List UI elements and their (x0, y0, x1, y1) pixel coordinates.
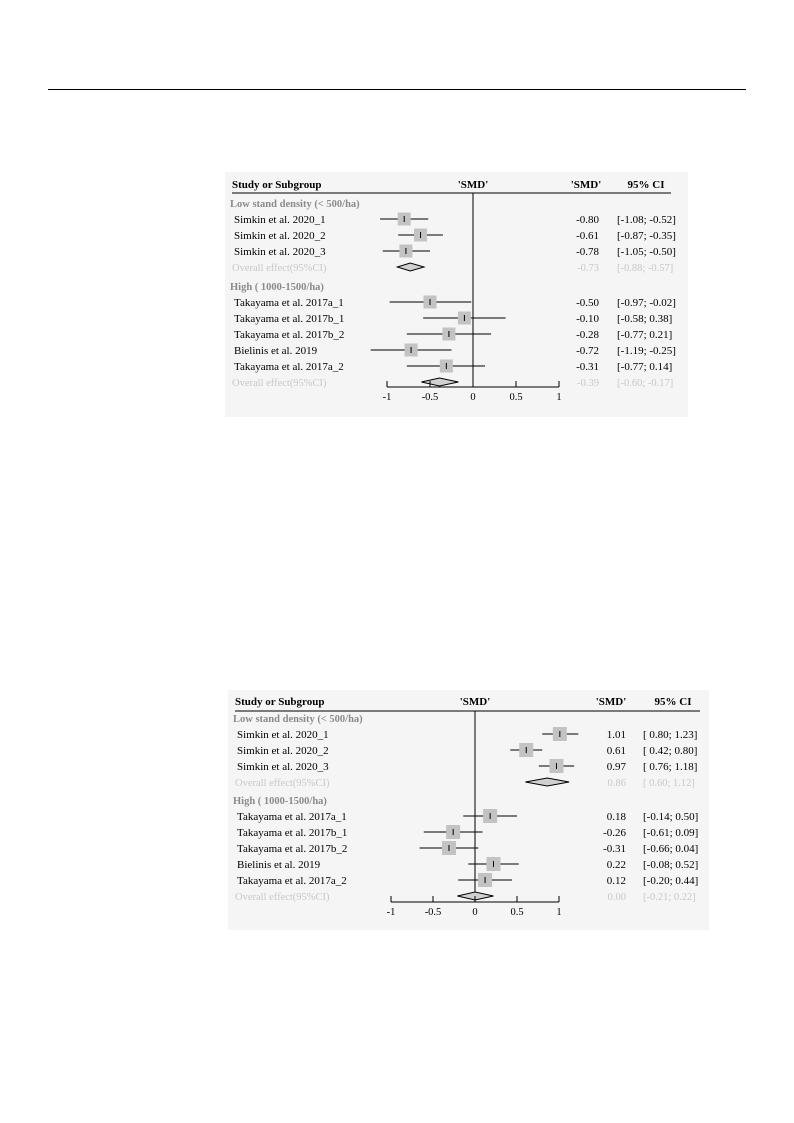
x-tick-label: 1 (556, 392, 562, 403)
header-study: Study or Subgroup (235, 696, 325, 708)
ci-value: [-0.87; -0.35] (617, 230, 676, 242)
ci-value: [-0.58; 0.38] (617, 313, 673, 325)
x-tick-label: 0 (472, 907, 478, 918)
overall-smd-value: 0.00 (607, 892, 626, 903)
ci-value: [-0.20; 0.44] (643, 875, 699, 887)
smd-value: -0.28 (576, 329, 599, 341)
smd-value: -0.72 (576, 345, 599, 357)
header-smd-plot: 'SMD' (459, 696, 491, 708)
study-name: Bielinis et al. 2019 (237, 859, 321, 871)
overall-ci-value: [-0.60; -0.17] (617, 378, 674, 389)
ci-value: [ 0.80; 1.23] (643, 729, 698, 741)
header-study: Study or Subgroup (232, 179, 322, 191)
study-name: Simkin et al. 2020_1 (234, 214, 326, 226)
forest-plot-1 (225, 172, 688, 417)
x-tick-label: 0.5 (510, 907, 524, 918)
overall-diamond (421, 378, 458, 386)
header-smd: 'SMD' (570, 179, 602, 191)
ci-value: [ 0.42; 0.80] (643, 745, 698, 757)
smd-value: -0.61 (576, 230, 599, 242)
smd-value: -0.31 (576, 361, 599, 373)
study-name: Simkin et al. 2020_2 (237, 745, 329, 757)
study-name: Takayama et al. 2017b_2 (234, 329, 345, 341)
ci-value: [-1.08; -0.52] (617, 214, 676, 226)
x-tick-label: -0.5 (421, 392, 439, 403)
study-name: Takayama et al. 2017a_2 (234, 361, 344, 373)
ci-value: [-0.97; -0.02] (617, 297, 676, 309)
study-name: Simkin et al. 2020_1 (237, 729, 329, 741)
overall-ci-value: [-0.21; 0.22] (643, 892, 696, 903)
ci-value: [-0.77; 0.14] (617, 361, 673, 373)
forest-plot-2 (228, 690, 709, 930)
study-name: Takayama et al. 2017b_1 (237, 827, 348, 839)
smd-value: -0.78 (576, 246, 599, 258)
header-ci: 95% CI (654, 696, 692, 708)
study-name: Simkin et al. 2020_2 (234, 230, 326, 242)
ci-value: [-0.14; 0.50] (643, 811, 699, 823)
study-name: Takayama et al. 2017a_1 (237, 811, 347, 823)
study-name: Bielinis et al. 2019 (234, 345, 318, 357)
smd-value: -0.10 (576, 313, 599, 325)
ci-value: [-1.05; -0.50] (617, 246, 676, 258)
study-name: Takayama et al. 2017a_1 (234, 297, 344, 309)
header-smd: 'SMD' (595, 696, 627, 708)
study-name: Takayama et al. 2017b_1 (234, 313, 345, 325)
ci-value: [ 0.76; 1.18] (643, 761, 698, 773)
x-tick-label: -0.5 (424, 907, 442, 918)
overall-ci-value: [ 0.60; 1.12] (643, 778, 695, 789)
smd-value: 0.61 (606, 745, 626, 757)
ci-value: [-0.77; 0.21] (617, 329, 673, 341)
x-tick-label: 1 (556, 907, 562, 918)
smd-value: -0.26 (603, 827, 626, 839)
ci-value: [-0.66; 0.04] (643, 843, 699, 855)
smd-value: -0.31 (603, 843, 626, 855)
overall-smd-value: 0.86 (607, 778, 626, 789)
study-name: Simkin et al. 2020_3 (237, 761, 329, 773)
page-header-rule (48, 89, 746, 90)
subgroup-label: Low stand density (< 500/ha) (233, 714, 363, 725)
ci-value: [-0.61; 0.09] (643, 827, 699, 839)
smd-value: 0.18 (606, 811, 626, 823)
study-name: Takayama et al. 2017b_2 (237, 843, 348, 855)
ci-value: [-1.19; -0.25] (617, 345, 676, 357)
smd-value: 1.01 (606, 729, 626, 741)
overall-smd-value: -0.39 (577, 378, 599, 389)
x-tick-label: -1 (386, 907, 396, 918)
ci-value: [-0.08; 0.52] (643, 859, 699, 871)
overall-ci-value: [-0.88; -0.57] (617, 263, 674, 274)
x-tick-label: 0 (470, 392, 476, 403)
subgroup-label: High ( 1000-1500/ha) (230, 282, 324, 293)
overall-effect-label: Overall effect(95%CI) (232, 378, 327, 389)
overall-smd-value: -0.73 (577, 263, 599, 274)
overall-effect-label: Overall effect(95%CI) (235, 892, 330, 903)
subgroup-label: Low stand density (< 500/ha) (230, 199, 360, 210)
header-ci: 95% CI (627, 179, 665, 191)
study-name: Simkin et al. 2020_3 (234, 246, 326, 258)
overall-effect-label: Overall effect(95%CI) (235, 778, 330, 789)
smd-value: 0.12 (606, 875, 626, 887)
overall-diamond (525, 778, 569, 786)
forest-plot-2-svg (228, 690, 709, 930)
x-tick-label: 0.5 (509, 392, 523, 403)
overall-diamond (397, 263, 424, 271)
forest-plot-1-svg (225, 172, 688, 417)
x-tick-label: -1 (382, 392, 392, 403)
smd-value: 0.22 (606, 859, 626, 871)
smd-value: 0.97 (606, 761, 626, 773)
smd-value: -0.80 (576, 214, 599, 226)
header-smd-plot: 'SMD' (457, 179, 489, 191)
overall-effect-label: Overall effect(95%CI) (232, 263, 327, 274)
smd-value: -0.50 (576, 297, 599, 309)
study-name: Takayama et al. 2017a_2 (237, 875, 347, 887)
subgroup-label: High ( 1000-1500/ha) (233, 796, 327, 807)
